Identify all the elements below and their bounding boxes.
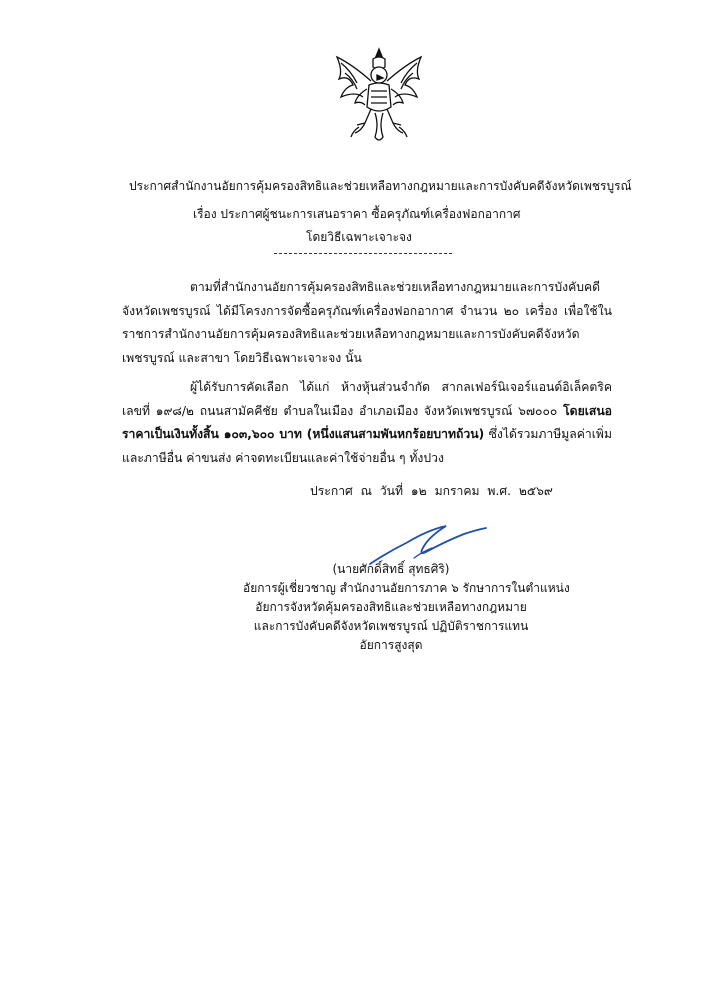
signatory-name: (นายศักดิ์สิทธิ์ สุทธศิริ) <box>332 562 450 576</box>
announcement-date: ประกาศ ณ วันที่ ๑๒ มกราคม พ.ศ. ๒๕๖๙ <box>310 484 553 498</box>
bid-amount: โดยเสนอราคาเป็นเงินทั้งสิ้น ๑๐๓,๖๐๐ บาท (หนึ่งแสนสามพันหกร้อยบาทถ้วน) <box>122 403 612 441</box>
body-paragraph-2 <box>122 376 612 470</box>
signatory-position-3: และการบังคับคดีจังหวัดเพชรบูรณ์ ปฏิบัติราชการแทน <box>253 619 529 633</box>
signatory-position-1: อัยการผู้เชี่ยวชาญ สำนักงานอัยการภาค ๖ รักษาการในตำแหน่ง <box>243 581 570 595</box>
procurement-method: โดยวิธีเฉพาะเจาะจง <box>306 230 412 244</box>
paragraph-1-text: ตามที่สำนักงานอัยการคุ้มครองสิทธิและช่วยเหลือทางกฎหมายและการบังคับคดีจังหวัดเพชรบูรณ์ ได้มีโครงการจัดซื้อครุภัณฑ์เครื่องฟอกอากาศ จำนวน ๒๐ เครื่อง เพื่อใช้ในราชการสำนักงานอัยการคุ้มครองสิทธิและช่วยเหลือทางกฎหมายและการบังคับคดีจังหวัดเพชรบูรณ์ และสาขา โดยวิธีเฉพาะเจาะจง นั้น <box>122 280 612 365</box>
tax-note: ซึ่งได้รวมภาษีมูลค่าเพิ่มและภาษีอื่น ค่าขนส่ง ค่าจดทะเบียนและค่าใช้จ่ายอื่น ๆ ทั้งปวง <box>122 427 612 465</box>
signatory-position-4: อัยการสูงสุด <box>359 638 423 652</box>
garuda-emblem-icon <box>331 45 427 145</box>
body-paragraph-1 <box>122 276 612 370</box>
winner-details: ผู้ได้รับการคัดเลือก ได้แก่ ห้างหุ้นส่วนจำกัด สากลเฟอร์นิเจอร์แอนด์อิเล็คตริค เลขที่ ๑๙๘/๒ ถนนสามัคคีชัย ตำบลในเมือง อำเภอเมือง จังหวัดเพชรบูรณ์ ๖๗๐๐๐ <box>122 380 612 418</box>
header-divider <box>274 253 452 254</box>
signatory-block <box>243 560 570 655</box>
announcement-subject: เรื่อง ประกาศผู้ชนะการเสนอราคา ซื้อครุภัณฑ์เครื่องฟอกอากาศ <box>193 207 521 221</box>
signatory-position-2: อัยการจังหวัดคุ้มครองสิทธิและช่วยเหลือทางกฎหมาย <box>255 600 527 614</box>
announcement-title: ประกาศสำนักงานอัยการคุ้มครองสิทธิและช่วยเหลือทางกฎหมายและการบังคับคดีจังหวัดเพชรบูรณ์ <box>129 179 632 193</box>
paragraph-2-text <box>122 376 612 470</box>
